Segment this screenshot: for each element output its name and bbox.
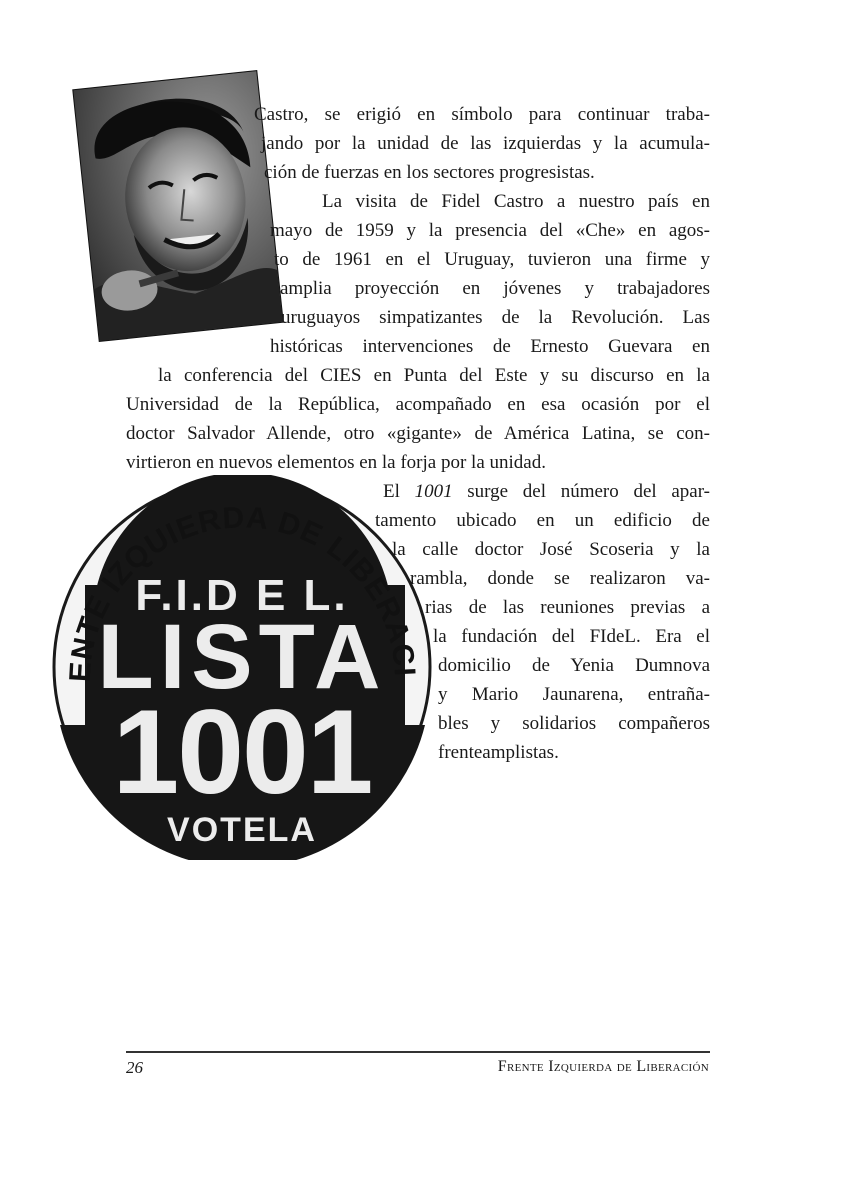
running-title: Frente Izquierda de Liberación	[497, 1058, 709, 1075]
seal-votela: VOTELA	[167, 811, 317, 849]
text-line: la calle doctor José Scoseria y la	[392, 539, 710, 560]
text-line: La visita de Fidel Castro a nuestro país en	[322, 191, 710, 212]
text-line: tamento ubicado en un edificio de	[375, 510, 710, 531]
portrait-image	[73, 71, 282, 341]
text-line: Universidad de la República, acompañado en esa ocasión por el	[126, 394, 710, 415]
text-line: y Mario Jaunarena, entraña-	[438, 684, 710, 705]
text-line: mayo de 1959 y la presencia del «Che» en agos-	[270, 220, 710, 241]
seal-abbreviation: F.I.D E L.	[135, 571, 349, 620]
text-line: doctor Salvador Allende, otro «gigante» de América Latina, se con-	[126, 423, 710, 444]
text-segment: en Punta del Este y su discurso en la	[361, 365, 710, 386]
text-line: virtieron en nuevos elementos en la forja por la unidad.	[126, 452, 546, 473]
seal-arc-text: ENTE IZQUIERDA DE LIBERACI	[63, 501, 422, 683]
list-number-italic: 1001	[414, 481, 453, 502]
text-line: rias de las reuniones previas a	[425, 597, 710, 618]
cies-acronym: CIES	[320, 365, 362, 386]
text-segment: El	[383, 481, 415, 502]
portrait-photo	[73, 71, 282, 341]
text-line: bles y solidarios compañeros	[438, 713, 710, 734]
text-line: domicilio de Yenia Dumnova	[438, 655, 710, 676]
text-segment: surge del número del apar-	[452, 481, 710, 502]
text-line: frenteamplistas.	[438, 742, 559, 763]
text-line: Castro, se erigió en símbolo para continuar traba-	[254, 104, 710, 125]
text-line	[158, 363, 710, 389]
seal-number: 1001	[112, 685, 372, 819]
lista-1001-seal	[50, 475, 435, 860]
text-line: rambla, donde se realizaron va-	[410, 568, 710, 589]
page-number: 26	[126, 1058, 143, 1077]
text-line: históricas intervenciones de Ernesto Guevara en	[270, 336, 710, 357]
seal-graphic	[50, 475, 435, 860]
text-line: la fundación del FIdeL. Era el	[433, 626, 710, 647]
seal-lista: LISTA	[97, 606, 387, 708]
text-line: jando por la unidad de las izquierdas y la acumula-	[261, 133, 710, 154]
text-segment: la conferencia del	[158, 365, 321, 386]
text-line: ción de fuerzas en los sectores progresistas.	[264, 162, 595, 183]
text-line: uruguayos simpatizantes de la Revolución. Las	[281, 307, 710, 328]
text-line: amplia proyección en jóvenes y trabajadores	[280, 278, 710, 299]
text-line: to de 1961 en el Uruguay, tuvieron una firme y	[274, 249, 710, 270]
footer-rule	[126, 1051, 710, 1053]
